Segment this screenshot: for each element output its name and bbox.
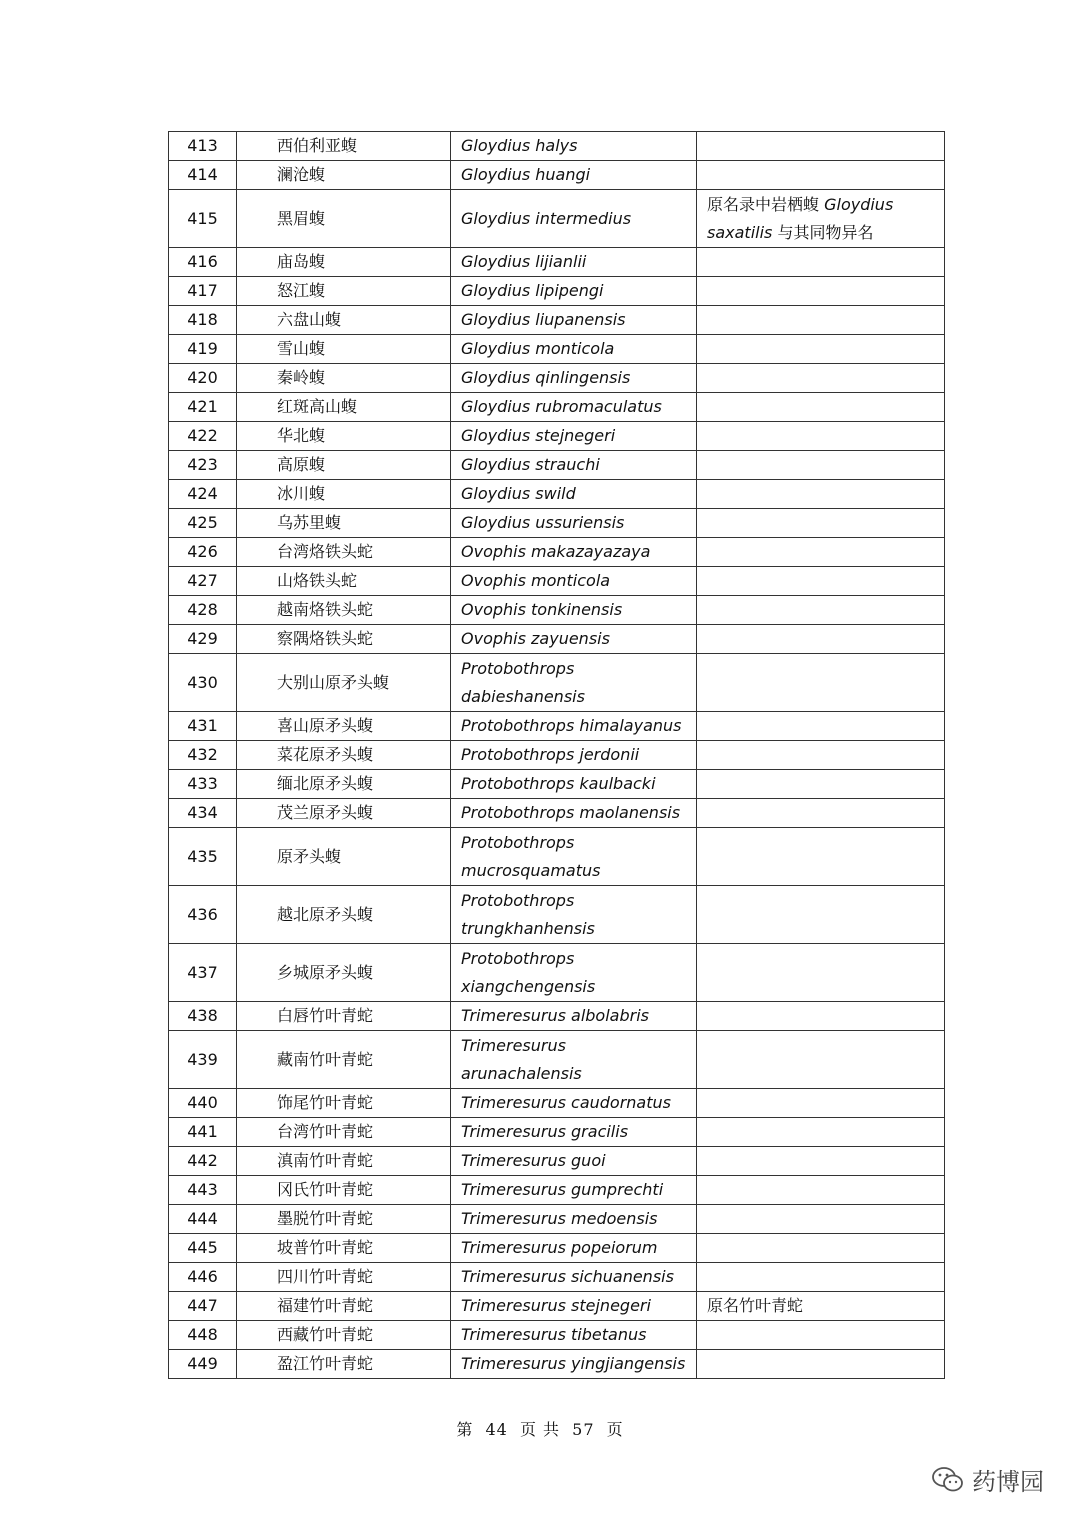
- table-row: [169, 1292, 945, 1321]
- scientific-name-line: Gloydius rubromaculatus: [461, 397, 662, 416]
- scientific-name: [451, 393, 697, 422]
- row-number: 444: [169, 1205, 237, 1234]
- scientific-name-line: Trimeresurus gracilis: [461, 1122, 629, 1141]
- watermark-text: 药博园: [972, 1468, 1044, 1496]
- row-number: 448: [169, 1321, 237, 1350]
- remark: [697, 480, 945, 509]
- table-row: [169, 1234, 945, 1263]
- scientific-name-line: Trimeresurus tibetanus: [461, 1325, 647, 1344]
- remark: [697, 1292, 945, 1321]
- chinese-name: 冰川蝮: [237, 480, 451, 509]
- remark: [697, 625, 945, 654]
- remark-text: 与其同物异名: [772, 222, 874, 242]
- table-row: [169, 1118, 945, 1147]
- table-row: [169, 393, 945, 422]
- scientific-name-line: Gloydius strauchi: [461, 455, 600, 474]
- scientific-name-line: dabieshanensis: [461, 686, 585, 706]
- remark: [697, 335, 945, 364]
- scientific-name: [451, 712, 697, 741]
- scientific-name-line: Gloydius lipipengi: [461, 281, 604, 300]
- scientific-name-line: Gloydius ussuriensis: [461, 513, 625, 532]
- scientific-name: [451, 335, 697, 364]
- row-number: 449: [169, 1350, 237, 1379]
- scientific-name: [451, 1292, 697, 1321]
- row-number: 427: [169, 567, 237, 596]
- chinese-name: 盈江竹叶青蛇: [237, 1350, 451, 1379]
- scientific-name-line: Ovophis makazayazaya: [461, 542, 651, 561]
- row-number: 438: [169, 1002, 237, 1031]
- table-row: [169, 480, 945, 509]
- scientific-name-line: Trimeresurus stejnegeri: [461, 1296, 651, 1315]
- scientific-name-line: Protobothrops: [461, 658, 575, 678]
- table-row: [169, 886, 945, 944]
- scientific-name-line: Trimeresurus caudornatus: [461, 1093, 671, 1112]
- scientific-name: [451, 886, 697, 944]
- chinese-name: 越北原矛头蝮: [237, 886, 451, 944]
- scientific-name-line: Protobothrops: [461, 832, 575, 852]
- row-number: 436: [169, 886, 237, 944]
- table-row: [169, 1031, 945, 1089]
- scientific-name-line: Trimeresurus yingjiangensis: [461, 1354, 686, 1373]
- scientific-name-line: Gloydius lijianlii: [461, 252, 587, 271]
- scientific-name: [451, 741, 697, 770]
- remark-italic: saxatilis: [707, 222, 773, 242]
- chinese-name: 秦岭蝮: [237, 364, 451, 393]
- chinese-name: 察隅烙铁头蛇: [237, 625, 451, 654]
- remark-text: 原名录中岩栖蝮: [707, 194, 825, 214]
- remark: [697, 451, 945, 480]
- row-number: 424: [169, 480, 237, 509]
- row-number: 422: [169, 422, 237, 451]
- chinese-name: 台湾烙铁头蛇: [237, 538, 451, 567]
- row-number: 445: [169, 1234, 237, 1263]
- table-row: [169, 1321, 945, 1350]
- remark: [697, 1205, 945, 1234]
- table-row: [169, 132, 945, 161]
- scientific-name-line: Trimeresurus gumprechti: [461, 1180, 664, 1199]
- remark: [697, 364, 945, 393]
- chinese-name: 庙岛蝮: [237, 248, 451, 277]
- chinese-name: 坡普竹叶青蛇: [237, 1234, 451, 1263]
- chinese-name: 茂兰原矛头蝮: [237, 799, 451, 828]
- remark: [697, 1147, 945, 1176]
- scientific-name: [451, 770, 697, 799]
- row-number: 425: [169, 509, 237, 538]
- table-row: [169, 567, 945, 596]
- scientific-name-line: Trimeresurus albolabris: [461, 1006, 649, 1025]
- row-number: 443: [169, 1176, 237, 1205]
- scientific-name: [451, 1002, 697, 1031]
- scientific-name: [451, 190, 697, 248]
- remark: [697, 1031, 945, 1089]
- chinese-name: 西藏竹叶青蛇: [237, 1321, 451, 1350]
- table-row: [169, 625, 945, 654]
- table-row: [169, 1176, 945, 1205]
- scientific-name-line: Protobothrops kaulbacki: [461, 774, 656, 793]
- remark: [697, 654, 945, 712]
- remark: [697, 799, 945, 828]
- table-row: [169, 1089, 945, 1118]
- table-row: [169, 422, 945, 451]
- remark: [697, 1234, 945, 1263]
- watermark: [930, 1462, 1044, 1497]
- footer-suffix: 页: [606, 1420, 624, 1439]
- row-number: 420: [169, 364, 237, 393]
- remark: [697, 1176, 945, 1205]
- chinese-name: 饰尾竹叶青蛇: [237, 1089, 451, 1118]
- remark: [697, 1002, 945, 1031]
- row-number: 414: [169, 161, 237, 190]
- row-number: 446: [169, 1263, 237, 1292]
- remark: [697, 509, 945, 538]
- row-number: 419: [169, 335, 237, 364]
- scientific-name-line: Gloydius swild: [461, 484, 576, 503]
- scientific-name-line: Trimeresurus popeiorum: [461, 1238, 658, 1257]
- remark: [697, 306, 945, 335]
- row-number: 421: [169, 393, 237, 422]
- table-row: [169, 1002, 945, 1031]
- remark: [697, 712, 945, 741]
- table-row: [169, 944, 945, 1002]
- scientific-name-line: trungkhanhensis: [461, 918, 595, 938]
- scientific-name: [451, 538, 697, 567]
- scientific-name-line: mucrosquamatus: [461, 860, 601, 880]
- row-number: 433: [169, 770, 237, 799]
- scientific-name-line: Gloydius stejnegeri: [461, 426, 616, 445]
- remark: [697, 1321, 945, 1350]
- row-number: 417: [169, 277, 237, 306]
- row-number: 429: [169, 625, 237, 654]
- remark: [697, 277, 945, 306]
- table-row: [169, 741, 945, 770]
- scientific-name: [451, 1350, 697, 1379]
- remark: [697, 422, 945, 451]
- chinese-name: 西伯利亚蝮: [237, 132, 451, 161]
- scientific-name-line: Trimeresurus medoensis: [461, 1209, 658, 1228]
- table-row: [169, 161, 945, 190]
- scientific-name: [451, 1205, 697, 1234]
- table-row: [169, 712, 945, 741]
- row-number: 416: [169, 248, 237, 277]
- row-number: 435: [169, 828, 237, 886]
- chinese-name: 冈氏竹叶青蛇: [237, 1176, 451, 1205]
- scientific-name-line: Ovophis monticola: [461, 571, 611, 590]
- remark: [697, 393, 945, 422]
- remark: [697, 828, 945, 886]
- page-footer: [0, 1417, 1080, 1440]
- scientific-name: [451, 654, 697, 712]
- scientific-name-line: arunachalensis: [461, 1063, 582, 1083]
- remark: [697, 886, 945, 944]
- row-number: 432: [169, 741, 237, 770]
- chinese-name: 乡城原矛头蝮: [237, 944, 451, 1002]
- table-body: [169, 132, 945, 1379]
- chinese-name: 藏南竹叶青蛇: [237, 1031, 451, 1089]
- remark: [697, 770, 945, 799]
- scientific-name: [451, 248, 697, 277]
- scientific-name: [451, 306, 697, 335]
- scientific-name: [451, 1176, 697, 1205]
- row-number: 439: [169, 1031, 237, 1089]
- scientific-name: [451, 1321, 697, 1350]
- row-number: 440: [169, 1089, 237, 1118]
- chinese-name: 大别山原矛头蝮: [237, 654, 451, 712]
- wechat-icon: [930, 1465, 966, 1495]
- chinese-name: 华北蝮: [237, 422, 451, 451]
- table-row: [169, 770, 945, 799]
- row-number: 442: [169, 1147, 237, 1176]
- footer-prefix: 第: [456, 1420, 474, 1439]
- footer-page-number: 44: [485, 1420, 508, 1439]
- scientific-name-line: Gloydius intermedius: [461, 208, 632, 228]
- chinese-name: 原矛头蝮: [237, 828, 451, 886]
- remark: [697, 596, 945, 625]
- table-row: [169, 654, 945, 712]
- scientific-name-line: Ovophis zayuensis: [461, 629, 610, 648]
- table-row: [169, 1263, 945, 1292]
- row-number: 441: [169, 1118, 237, 1147]
- chinese-name: 喜山原矛头蝮: [237, 712, 451, 741]
- chinese-name: 台湾竹叶青蛇: [237, 1118, 451, 1147]
- remark-italic: Gloydius: [824, 194, 894, 214]
- row-number: 415: [169, 190, 237, 248]
- scientific-name-line: Trimeresurus sichuanensis: [461, 1267, 674, 1286]
- table-row: [169, 509, 945, 538]
- scientific-name: [451, 1118, 697, 1147]
- remark: [697, 538, 945, 567]
- chinese-name: 澜沧蝮: [237, 161, 451, 190]
- row-number: 418: [169, 306, 237, 335]
- chinese-name: 四川竹叶青蛇: [237, 1263, 451, 1292]
- chinese-name: 墨脱竹叶青蛇: [237, 1205, 451, 1234]
- chinese-name: 福建竹叶青蛇: [237, 1292, 451, 1321]
- chinese-name: 雪山蝮: [237, 335, 451, 364]
- scientific-name: [451, 1263, 697, 1292]
- remark: [697, 944, 945, 1002]
- chinese-name: 六盘山蝮: [237, 306, 451, 335]
- chinese-name: 高原蝮: [237, 451, 451, 480]
- row-number: 431: [169, 712, 237, 741]
- remark: [697, 1263, 945, 1292]
- chinese-name: 怒江蝮: [237, 277, 451, 306]
- remark: [697, 248, 945, 277]
- table-row: [169, 799, 945, 828]
- footer-middle: 页 共: [519, 1420, 561, 1439]
- row-number: 434: [169, 799, 237, 828]
- table-row: [169, 364, 945, 393]
- scientific-name-line: Gloydius monticola: [461, 339, 615, 358]
- table-row: [169, 306, 945, 335]
- chinese-name: 红斑高山蝮: [237, 393, 451, 422]
- scientific-name-line: Ovophis tonkinensis: [461, 600, 623, 619]
- remark: [697, 567, 945, 596]
- remark: [697, 132, 945, 161]
- species-table: [168, 131, 945, 1379]
- table-row: [169, 1350, 945, 1379]
- scientific-name-line: Trimeresurus guoi: [461, 1151, 606, 1170]
- remark: [697, 1350, 945, 1379]
- scientific-name: [451, 451, 697, 480]
- chinese-name: 滇南竹叶青蛇: [237, 1147, 451, 1176]
- row-number: 428: [169, 596, 237, 625]
- scientific-name: [451, 422, 697, 451]
- chinese-name: 白唇竹叶青蛇: [237, 1002, 451, 1031]
- chinese-name: 缅北原矛头蝮: [237, 770, 451, 799]
- scientific-name-line: Trimeresurus: [461, 1035, 566, 1055]
- remark: [697, 1089, 945, 1118]
- chinese-name: 菜花原矛头蝮: [237, 741, 451, 770]
- scientific-name: [451, 277, 697, 306]
- scientific-name: [451, 1089, 697, 1118]
- remark-text: 原名竹叶青蛇: [707, 1296, 804, 1315]
- row-number: 447: [169, 1292, 237, 1321]
- scientific-name: [451, 799, 697, 828]
- scientific-name: [451, 1147, 697, 1176]
- chinese-name: 越南烙铁头蛇: [237, 596, 451, 625]
- scientific-name-line: Protobothrops: [461, 948, 575, 968]
- scientific-name: [451, 567, 697, 596]
- table-row: [169, 828, 945, 886]
- row-number: 413: [169, 132, 237, 161]
- remark: [697, 190, 945, 248]
- chinese-name: 乌苏里蝮: [237, 509, 451, 538]
- row-number: 430: [169, 654, 237, 712]
- scientific-name-line: Protobothrops jerdonii: [461, 745, 640, 764]
- scientific-name-line: xiangchengensis: [461, 976, 596, 996]
- scientific-name-line: Protobothrops himalayanus: [461, 716, 682, 735]
- scientific-name: [451, 625, 697, 654]
- table-row: [169, 596, 945, 625]
- table-row: [169, 248, 945, 277]
- table-row: [169, 1205, 945, 1234]
- remark: [697, 161, 945, 190]
- scientific-name: [451, 132, 697, 161]
- table-row: [169, 538, 945, 567]
- scientific-name: [451, 828, 697, 886]
- scientific-name: [451, 1031, 697, 1089]
- scientific-name-line: Gloydius liupanensis: [461, 310, 626, 329]
- table-row: [169, 190, 945, 248]
- scientific-name: [451, 596, 697, 625]
- table-row: [169, 1147, 945, 1176]
- remark: [697, 1118, 945, 1147]
- scientific-name-line: Protobothrops maolanensis: [461, 803, 681, 822]
- scientific-name: [451, 480, 697, 509]
- scientific-name-line: Gloydius qinlingensis: [461, 368, 631, 387]
- table-row: [169, 277, 945, 306]
- scientific-name: [451, 509, 697, 538]
- row-number: 426: [169, 538, 237, 567]
- chinese-name: 黑眉蝮: [237, 190, 451, 248]
- scientific-name-line: Protobothrops: [461, 890, 575, 910]
- scientific-name: [451, 161, 697, 190]
- table-row: [169, 451, 945, 480]
- scientific-name: [451, 364, 697, 393]
- scientific-name: [451, 944, 697, 1002]
- remark: [697, 741, 945, 770]
- row-number: 437: [169, 944, 237, 1002]
- table-row: [169, 335, 945, 364]
- scientific-name-line: Gloydius halys: [461, 136, 578, 155]
- footer-total-pages: 57: [572, 1420, 595, 1439]
- scientific-name: [451, 1234, 697, 1263]
- row-number: 423: [169, 451, 237, 480]
- chinese-name: 山烙铁头蛇: [237, 567, 451, 596]
- scientific-name-line: Gloydius huangi: [461, 165, 591, 184]
